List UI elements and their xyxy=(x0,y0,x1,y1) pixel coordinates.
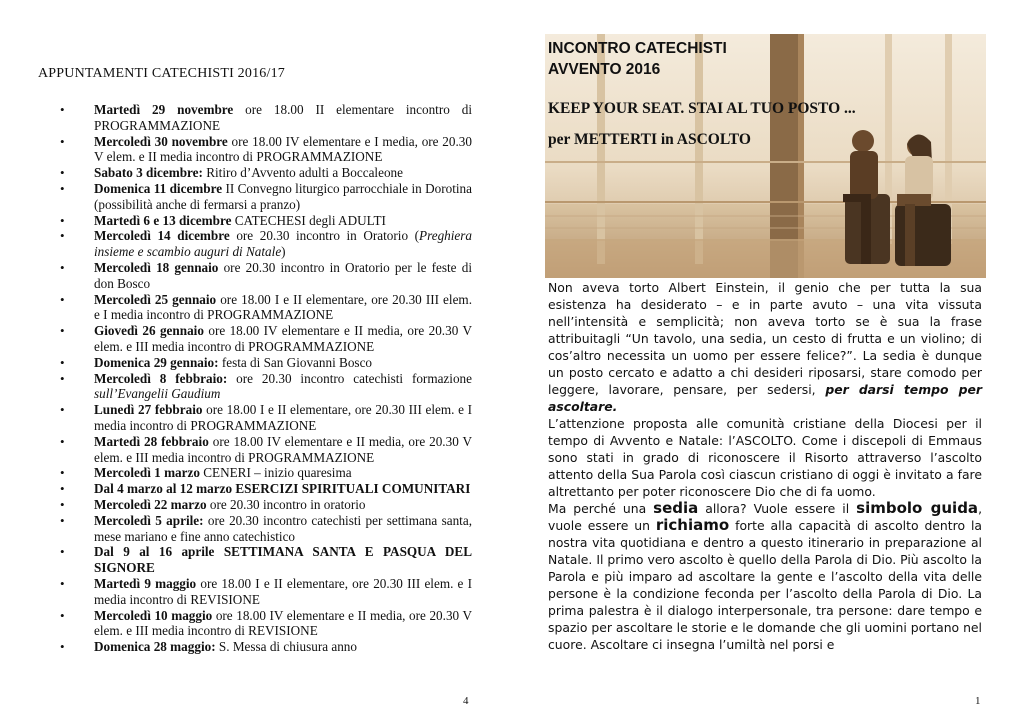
schedule-item-text: ore 18.00 I e II elementare, ore 20.30 III elem. e I media incontro di PROGRAMMAZIONE xyxy=(94,291,472,323)
schedule-item-date: Dal 4 marzo al 12 marzo ESERCIZI SPIRITUALI COMUNITARI xyxy=(94,481,471,497)
schedule-item-text: ore 18.00 IV elementare e II media, ore 20.30 V elem. e III media incontro di REVISIONE xyxy=(94,607,472,639)
schedule-item-text: II Convegno liturgico parrocchiale in Dorotina (possibilità anche di fermarsi a pranzo) xyxy=(94,180,473,212)
schedule-item-text: ore 18.00 II elementare incontro di PROGRAMMAZIONE xyxy=(94,102,472,133)
page-number-left: 4 xyxy=(463,695,469,707)
schedule-item-tail: ) xyxy=(281,244,286,260)
schedule-item xyxy=(60,513,472,545)
schedule-item-text: ore 20.30 incontro in Oratorio ( xyxy=(229,228,420,244)
schedule-item-text: S. Messa di chiusura anno xyxy=(215,639,357,655)
schedule-item-date: Domenica 11 dicembre xyxy=(94,180,223,196)
schedule-item-text: ore 18.00 I e II elementare, ore 20.30 III elem. e I media incontro di PROGRAMMAZIONE xyxy=(94,402,473,433)
schedule-list xyxy=(60,102,472,655)
schedule-item-date: Mercoledì 14 dicembre xyxy=(94,228,230,244)
schedule-item xyxy=(60,465,472,481)
schedule-item-date: Giovedì 26 gennaio xyxy=(94,323,204,339)
schedule-item xyxy=(60,497,472,513)
schedule-item-date: Domenica 28 maggio: xyxy=(94,639,216,655)
schedule-item-date: Martedì 6 e 13 dicembre xyxy=(94,212,232,228)
chair-text-d: forte alla capacità di ascolto dentro la nostra vita quotidiana e dentro a questo itinerario in preparazione al Natale. Il primo vero ascolto è quello della Parola di Dio. Più ascolto la Parola e più imparo ad ascoltare la gente e l’ascolto della vita delle persone è la condizione feconda per l’ascolto della Parola di Dio. La prima palestra è il dialogo interpersonale, tra persone: dare tempo e spazio per ascoltare le storie e le domande che gli uomini portano nel cuore. Ascoltare ci insegna l’umiltà nel porsi e xyxy=(548,518,982,652)
schedule-item-date: Domenica 29 gennaio: xyxy=(94,354,219,370)
schedule-item xyxy=(60,544,472,576)
schedule-item-text: ore 20.30 incontro in Oratorio per le feste di don Bosco xyxy=(94,259,472,291)
schedule-item-text: festa di San Giovanni Bosco xyxy=(218,354,373,370)
schedule-item-date: Mercoledì 5 aprile: xyxy=(94,512,204,528)
article-body xyxy=(548,279,982,653)
schedule-item-text: Ritiro d’Avvento adulti a Boccaleone xyxy=(202,165,403,181)
schedule-item-text: CATECHESI degli ADULTI xyxy=(231,212,386,228)
schedule-item xyxy=(60,402,472,434)
paragraph-chair xyxy=(548,500,982,653)
schedule-item-date: Martedì 28 febbraio xyxy=(94,433,209,449)
listening-heading: per METTERTI in ASCOLTO xyxy=(548,131,751,148)
schedule-item xyxy=(60,260,472,292)
schedule-item xyxy=(60,371,472,403)
schedule-item-date: Mercoledì 25 gennaio xyxy=(94,291,217,307)
meeting-title-line2: AVVENTO 2016 xyxy=(548,61,661,78)
meeting-title-line1: INCONTRO CATECHISTI xyxy=(548,40,727,57)
schedule-item-text: ore 20.30 incontro catechisti formazione xyxy=(227,370,472,386)
paragraph-einstein-text: Non aveva torto Albert Einstein, il genio che per tutta la sua esistenza ha desiderato – e in parte avuto – una vita vissuta nell’intensità e semplicità; non aveva torto se è sua la frase attribuitagli “Un tavolo, una sedia, un cesto di frutta e un violino; di cos’altro necessita un uomo per essere felice?”. La sedia è dunque un posto cercato e adatto a chi desideri riposarsi, stare comodo per leggere, lavorare, pensare, per sedersi, xyxy=(548,280,982,397)
meeting-title xyxy=(548,38,727,80)
schedule-item-text: ore 18.00 IV elementare e II media, ore 20.30 V elem. e III media incontro di PROGRAMMAZIONE xyxy=(94,323,472,354)
schedule-item-date: Mercoledì 1 marzo xyxy=(94,465,200,481)
paragraph-einstein xyxy=(548,279,982,415)
schedule-item-text: ore 20.30 incontro catechisti per settimana santa, mese mariano e fine anno catechistico xyxy=(94,512,472,544)
page-number-right: 1 xyxy=(975,695,981,707)
schedule-item-text: ore 20.30 incontro in oratorio xyxy=(206,496,366,512)
schedule-item-text: ore 18.00 IV elementare e I media, ore 20.30 V elem. e II media incontro di PROGRAMMAZIONE xyxy=(94,133,472,165)
schedule-item xyxy=(60,576,472,608)
schedule-item xyxy=(60,181,472,213)
schedule-item xyxy=(60,292,472,324)
schedule-item-date: Martedì 29 novembre xyxy=(94,102,234,117)
schedule-item-date: Mercoledì 18 gennaio xyxy=(94,259,219,275)
schedule-item xyxy=(60,434,472,466)
schedule-item-text: CENERI – inizio quaresima xyxy=(199,465,352,481)
schedule-item-date: Mercoledì 22 marzo xyxy=(94,496,207,512)
schedule-item-italic: Preghiera insieme e scambio auguri di Natale xyxy=(94,228,472,260)
keep-your-seat-heading: KEEP YOUR SEAT. STAI AL TUO POSTO ... xyxy=(548,100,856,117)
schedule-item-date: Mercoledì 30 novembre xyxy=(94,133,228,149)
schedule-item-date: Martedì 9 maggio xyxy=(94,575,197,591)
schedule-item xyxy=(60,228,472,260)
schedule-item-date: Mercoledì 8 febbraio: xyxy=(94,370,228,386)
schedule-item xyxy=(60,134,472,166)
schedule-item xyxy=(60,323,472,355)
schedule-item-date: Lunedì 27 febbraio xyxy=(94,402,203,418)
schedule-item xyxy=(60,481,472,497)
schedule-item-date: Mercoledì 10 maggio xyxy=(94,607,213,623)
schedule-item-text: ore 18.00 IV elementare e II media, ore 20.30 V elem. e III media incontro di PROGRAMMAZIONE xyxy=(94,433,472,465)
paragraph-advent: L’attenzione proposta alle comunità cristiane della Diocesi per il tempo di Avvento e Natale: l’ASCOLTO. Come i discepoli di Emmaus sono stati in grado di riconoscere il Risorto attraverso l’ascolto attento della Sua Parola così ciascun cristiano di oggi è invitato a fare altrettanto per poter riconoscere Dio che di fa uomo. xyxy=(548,416,982,499)
schedule-item xyxy=(60,639,472,655)
chair-text-c: , vuole essere un xyxy=(548,501,983,533)
emphasis-listen: per darsi tempo per ascoltare. xyxy=(548,382,982,414)
schedule-item xyxy=(60,102,472,134)
schedule-item-date: Dal 9 al 16 aprile SETTIMANA SANTA E PASQUA DEL SIGNORE xyxy=(94,544,472,576)
word-simbolo-guida: simbolo guida xyxy=(856,499,979,517)
schedule-item xyxy=(60,355,472,371)
word-sedia: sedia xyxy=(653,499,699,517)
chair-text-b: allora? Vuole essere il xyxy=(698,501,857,516)
schedule-item xyxy=(60,165,472,181)
schedule-title: APPUNTAMENTI CATECHISTI 2016/17 xyxy=(38,66,285,81)
schedule-item-text: ore 18.00 I e II elementare, ore 20.30 III elem. e I media incontro di REVISIONE xyxy=(94,575,473,607)
word-richiamo: richiamo xyxy=(655,516,730,534)
schedule-item-date: Sabato 3 dicembre: xyxy=(94,165,203,181)
schedule-item xyxy=(60,213,472,229)
schedule-item xyxy=(60,608,472,640)
chair-text-a: Ma perché una xyxy=(548,501,654,516)
schedule-item-italic: sull’Evangelii Gaudium xyxy=(94,386,221,402)
